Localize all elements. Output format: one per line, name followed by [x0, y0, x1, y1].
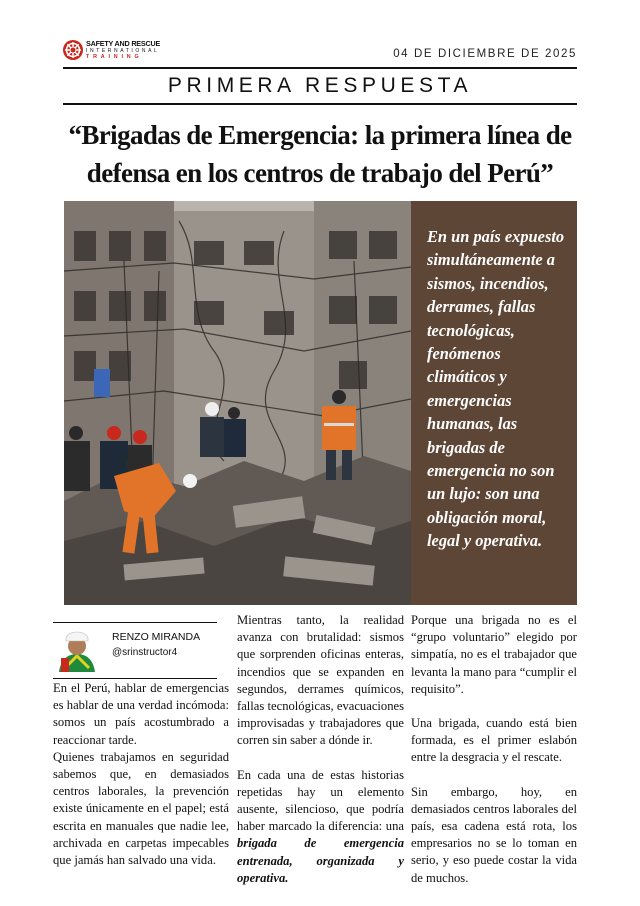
collapsed-building-photo — [64, 201, 411, 605]
rescue-emblem-icon — [62, 39, 84, 61]
author-avatar-icon — [55, 628, 99, 672]
paragraph: Porque una brigada no es el “grupo voluntario” elegido por simpatía, no es el trabajador que levanta la mano para “cumplir el requisito”. — [411, 613, 577, 696]
paragraph: En el Perú, hablar de emergencias es hablar de una verdad incómoda: somos un país acostumbrado a reaccionar tarde. — [53, 681, 229, 747]
logo-text-line3: TRAINING — [86, 54, 143, 60]
logo-text-line1: SAFETY AND RESCUE — [86, 39, 161, 48]
logo-text-line2: INTERNATIONAL — [86, 48, 160, 54]
brand-logo — [62, 38, 162, 64]
paragraph: Quienes trabajamos en seguridad sabemos que, en demasiados centros laborales, la prevención existe únicamente en el papel; está escrita en manuales que nadie lee, archivada en carpetas impecables que jamás han salvado una vida. — [53, 749, 229, 868]
author-handle[interactable]: @srinstructor4 — [112, 647, 178, 658]
issue-date: 04 DE DICIEMBRE DE 2025 — [393, 48, 577, 60]
article-column-2 — [237, 612, 404, 887]
paragraph — [237, 767, 404, 887]
article-column-1 — [53, 680, 229, 869]
emphasis-text: brigada de emergencia entrenada, organizada y operativa. — [237, 836, 404, 885]
author-byline — [53, 622, 217, 679]
paragraph: Sin embargo, hoy, en demasiados centros laborales del país, esa cadena está rota, los empresarios no se lo toman en serio, y eso puede costar la vida de muchos. — [411, 784, 577, 885]
paragraph: Mientras tanto, la realidad avanza con brutalidad: sismos que sorprenden oficinas enteras, incendios que se expanden en segundos, derrames químicos, fallas tecnológicas, evacuaciones improvisadas y trabajadores que corren sin saber a dónde ir. — [237, 613, 404, 748]
section-title: PRIMERA RESPUESTA — [167, 74, 473, 97]
article-headline: “Brigadas de Emergencia: la primera línea de defensa en los centros de trabajo del Perú” — [68, 120, 572, 188]
author-name: RENZO MIRANDA — [112, 631, 201, 643]
article-column-3 — [411, 612, 577, 887]
pull-quote-box — [411, 201, 577, 605]
paragraph: Una brigada, cuando está bien formada, es el primer eslabón entre la desgracia y el rescate. — [411, 716, 577, 765]
header-rule-top — [63, 67, 577, 69]
pull-quote: En un país expuesto simultáneamente a sismos, incendios, derrames, fallas tecnológicas, fenómenos climáticos y emergencias humanas, las brigadas de emergencia no son un lujo: son una obligación moral, legal y operativa. — [427, 227, 565, 551]
header-rule-bottom — [63, 103, 577, 105]
paragraph-text: En cada una de estas historias repetidas hay un elemento ausente, silencioso, que podría haber marcado la diferencia: una — [237, 767, 404, 834]
